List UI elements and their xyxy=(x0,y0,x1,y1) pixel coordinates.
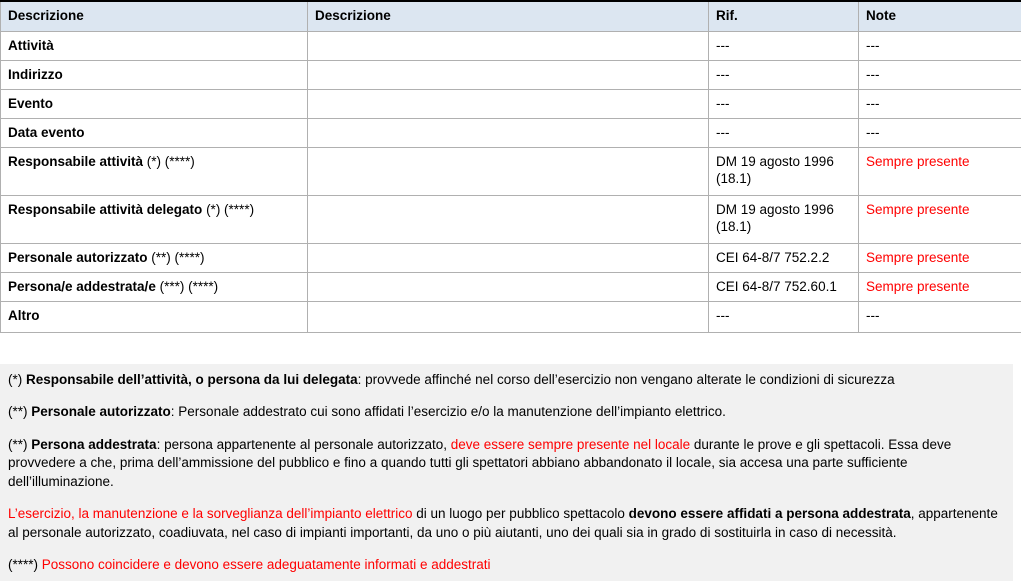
table-row xyxy=(1,301,1021,332)
table-row xyxy=(1,272,1021,301)
row-value-cell xyxy=(308,31,709,60)
row-value-cell xyxy=(308,118,709,147)
col-header-note: Note xyxy=(859,1,1021,31)
row-rif-cell: CEI 64-8/7 752.60.1 xyxy=(709,272,859,301)
row-value-cell xyxy=(308,301,709,332)
row-note-cell: Sempre presente xyxy=(859,272,1021,301)
row-rif-cell: --- xyxy=(709,301,859,332)
row-label: Persona/e addestrata/e xyxy=(8,278,156,294)
table-row xyxy=(1,118,1021,147)
row-value-cell xyxy=(308,89,709,118)
footnote-paragraph: (****) Possono coincidere e devono essere adeguatamente informati e addestrati xyxy=(8,557,491,572)
row-label: Responsabile attività delegato xyxy=(8,201,203,217)
footnote-paragraph: (**) Personale autorizzato: Personale addestrato cui sono affidati l’esercizio e/o la manutenzione dell’impianto elettrico. xyxy=(8,404,726,419)
row-label-cell xyxy=(1,243,308,272)
row-label: Indirizzo xyxy=(8,66,63,82)
table-row xyxy=(1,31,1021,60)
row-rif-cell: DM 19 agosto 1996 (18.1) xyxy=(709,147,859,195)
col-header-rif: Rif. xyxy=(709,1,859,31)
row-rif-cell: CEI 64-8/7 752.2.2 xyxy=(709,243,859,272)
row-rif-cell: DM 19 agosto 1996 (18.1) xyxy=(709,195,859,243)
table-row xyxy=(1,243,1021,272)
row-note-cell: --- xyxy=(859,118,1021,147)
table-body xyxy=(1,31,1021,332)
row-label-cell xyxy=(1,301,308,332)
row-label-cell xyxy=(1,31,308,60)
footnotes-panel xyxy=(0,364,1013,581)
row-label: Evento xyxy=(8,95,54,111)
row-label-marks: (***) (****) xyxy=(155,278,219,294)
row-value-cell xyxy=(308,243,709,272)
row-label-marks: (**) (****) xyxy=(147,249,205,265)
table-row xyxy=(1,60,1021,89)
row-value-cell xyxy=(308,195,709,243)
row-note-cell: --- xyxy=(859,89,1021,118)
row-rif-cell: --- xyxy=(709,60,859,89)
row-label-cell xyxy=(1,272,308,301)
row-note-cell: --- xyxy=(859,301,1021,332)
footnote-paragraph: L’esercizio, la manutenzione e la sorveglianza dell’impianto elettrico di un luogo per pubblico spettacolo devono essere affidati a persona addestrata, appartenente al personale autorizzato, coadiuvata, nel caso di impianti importanti, da uno o più aiutanti, uno dei quali sia in grado di sostituirla in caso di necessità. xyxy=(8,506,998,540)
row-label: Personale autorizzato xyxy=(8,249,148,265)
row-label: Responsabile attività xyxy=(8,153,144,169)
row-value-cell xyxy=(308,272,709,301)
footnote-paragraph: (*) Responsabile dell’attività, o persona da lui delegata: provvede affinché nel corso dell’esercizio non vengano alterate le condizioni di sicurezza xyxy=(8,371,895,387)
row-note-cell: --- xyxy=(859,60,1021,89)
row-note-cell: Sempre presente xyxy=(859,147,1021,195)
table-row xyxy=(1,147,1021,195)
row-label-cell xyxy=(1,60,308,89)
footnote-paragraph: (**) Persona addestrata: persona appartenente al personale autorizzato, deve essere sempre presente nel locale durante le prove e gli spettacoli. Essa deve provvedere a che, prima dell’ammissione del pubblico e fino a quando tutti gli spettatori abbiano abbandonato il locale, sia accesa una parte sufficiente dell’illuminazione. xyxy=(8,436,952,489)
row-label-cell xyxy=(1,89,308,118)
row-note-cell: Sempre presente xyxy=(859,195,1021,243)
row-note-cell: Sempre presente xyxy=(859,243,1021,272)
row-label-marks: (*) (****) xyxy=(202,201,255,217)
row-label-marks: (*) (****) xyxy=(143,153,195,169)
col-header-descrizione-2: Descrizione xyxy=(308,1,709,31)
table-row xyxy=(1,195,1021,243)
row-note-cell: --- xyxy=(859,31,1021,60)
row-label-cell xyxy=(1,195,308,243)
row-rif-cell: --- xyxy=(709,118,859,147)
row-value-cell xyxy=(308,147,709,195)
row-value-cell xyxy=(308,60,709,89)
row-label-cell xyxy=(1,147,308,195)
row-label: Data evento xyxy=(8,124,85,140)
row-label-cell xyxy=(1,118,308,147)
table-row xyxy=(1,89,1021,118)
row-rif-cell: --- xyxy=(709,31,859,60)
col-header-descrizione-1: Descrizione xyxy=(1,1,308,31)
table-header-row xyxy=(1,1,1021,31)
row-label: Altro xyxy=(8,307,40,323)
row-label: Attività xyxy=(8,37,54,53)
row-rif-cell: --- xyxy=(709,89,859,118)
